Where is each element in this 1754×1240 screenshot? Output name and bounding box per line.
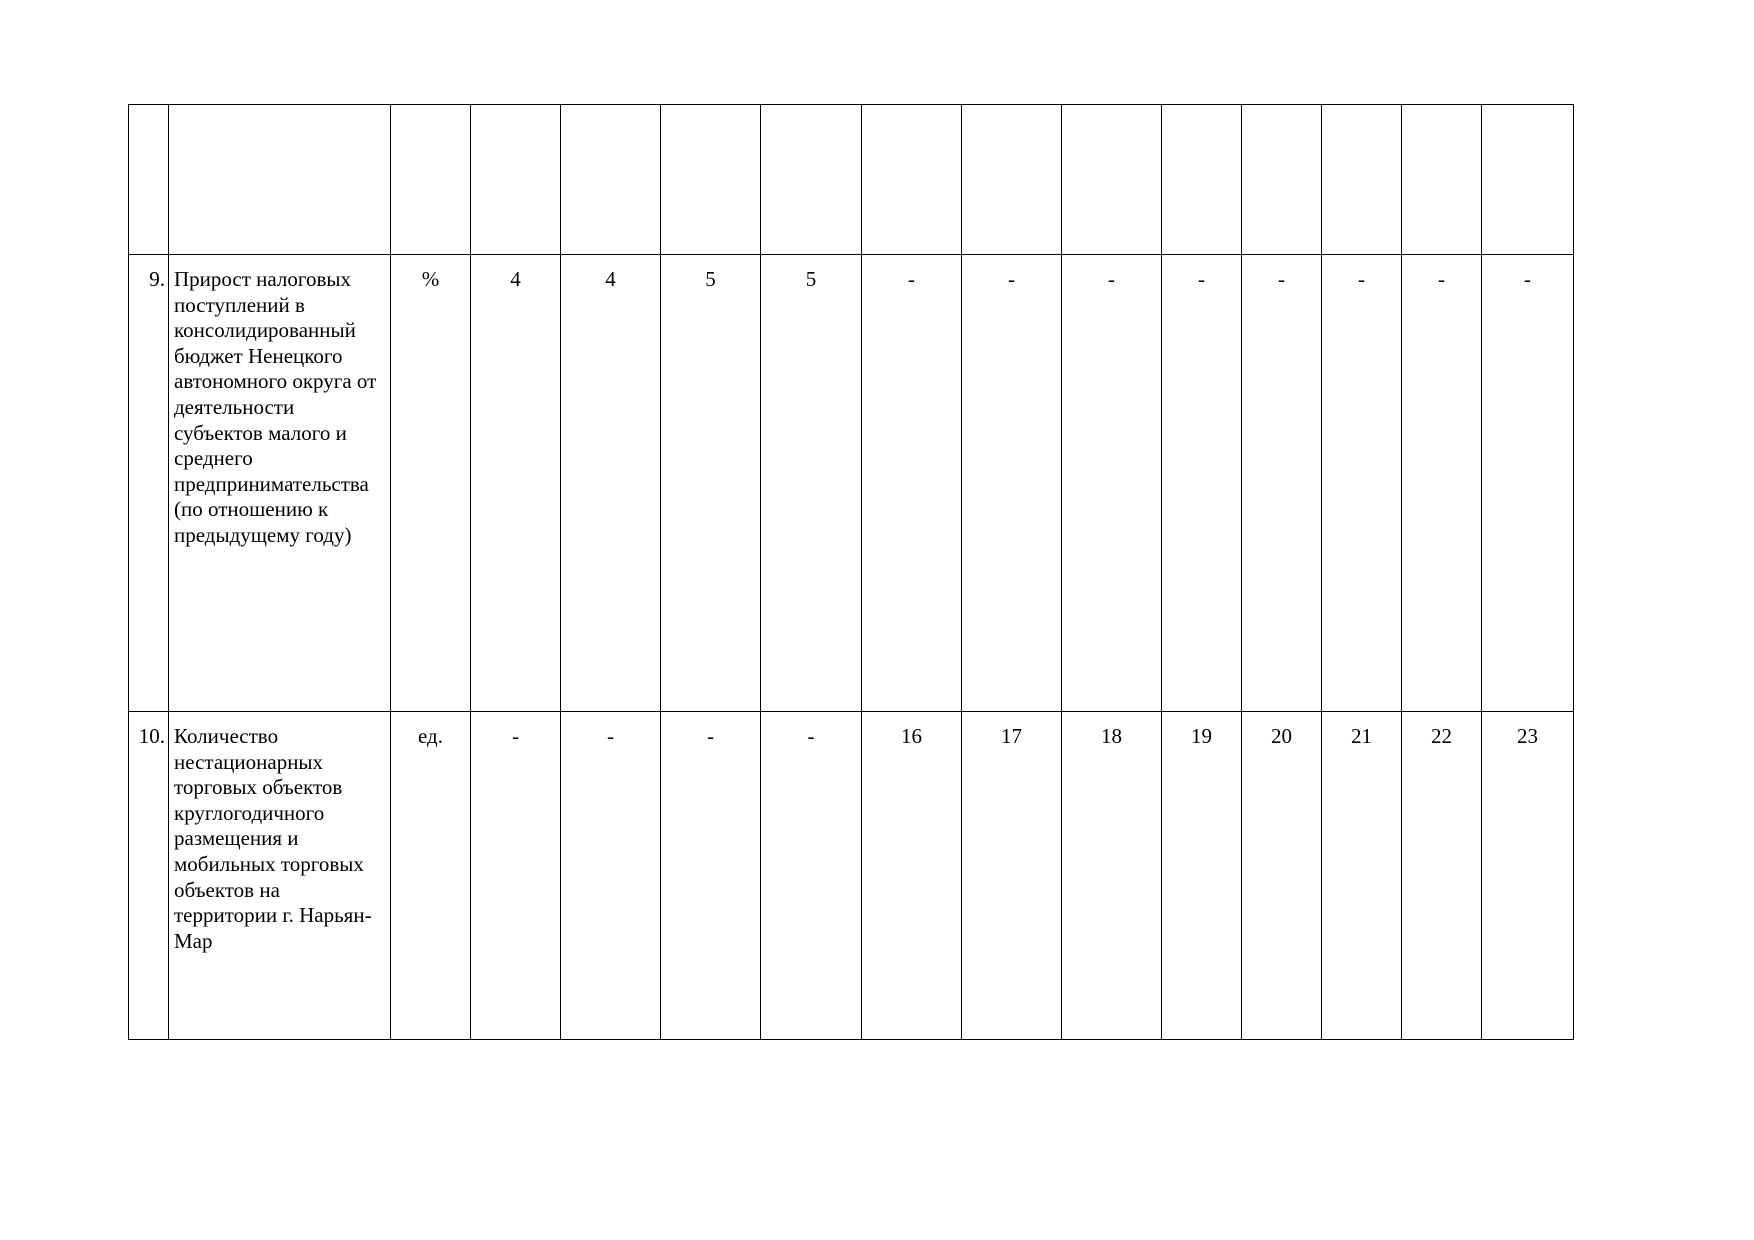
value-cell: 18: [1062, 712, 1162, 1040]
indicator-name-cell: Прирост налоговых поступлений в консолидированный бюджет Ненецкого автономного округа от деятельности субъектов малого и среднего предпринимательства (по отношению к предыдущему году): [169, 255, 391, 712]
value-cell: -: [962, 255, 1062, 712]
table-row: [129, 105, 1574, 255]
value-cell: [1062, 105, 1162, 255]
value-cell: [962, 105, 1062, 255]
value-cell: 5: [761, 255, 862, 712]
value-cell: -: [761, 712, 862, 1040]
unit-cell: [391, 105, 471, 255]
unit-cell: %: [391, 255, 471, 712]
value-cell: -: [661, 712, 761, 1040]
row-number-cell: 9.: [129, 255, 169, 712]
value-cell: [1322, 105, 1402, 255]
value-cell: [661, 105, 761, 255]
value-cell: [862, 105, 962, 255]
value-cell: [1402, 105, 1482, 255]
value-cell: -: [862, 255, 962, 712]
value-cell: -: [1482, 255, 1574, 712]
table-row: [129, 255, 1574, 712]
value-cell: [561, 105, 661, 255]
value-cell: -: [1242, 255, 1322, 712]
value-cell: [1242, 105, 1322, 255]
value-cell: 21: [1322, 712, 1402, 1040]
indicators-table: [128, 104, 1574, 1040]
value-cell: -: [471, 712, 561, 1040]
row-number-cell: 10.: [129, 712, 169, 1040]
indicator-name-cell: [169, 105, 391, 255]
indicator-name-cell: Количество нестационарных торговых объектов круглогодичного размещения и мобильных торговых объектов на территории г. Нарьян-Мар: [169, 712, 391, 1040]
value-cell: [1482, 105, 1574, 255]
value-cell: 22: [1402, 712, 1482, 1040]
value-cell: -: [1322, 255, 1402, 712]
unit-cell: ед.: [391, 712, 471, 1040]
value-cell: [471, 105, 561, 255]
value-cell: 23: [1482, 712, 1574, 1040]
value-cell: 17: [962, 712, 1062, 1040]
value-cell: 20: [1242, 712, 1322, 1040]
value-cell: [761, 105, 862, 255]
value-cell: 4: [471, 255, 561, 712]
row-number-cell: [129, 105, 169, 255]
value-cell: [1162, 105, 1242, 255]
value-cell: -: [1402, 255, 1482, 712]
value-cell: -: [1162, 255, 1242, 712]
value-cell: 19: [1162, 712, 1242, 1040]
value-cell: 16: [862, 712, 962, 1040]
value-cell: -: [561, 712, 661, 1040]
table-row: [129, 712, 1574, 1040]
value-cell: 5: [661, 255, 761, 712]
value-cell: 4: [561, 255, 661, 712]
value-cell: -: [1062, 255, 1162, 712]
